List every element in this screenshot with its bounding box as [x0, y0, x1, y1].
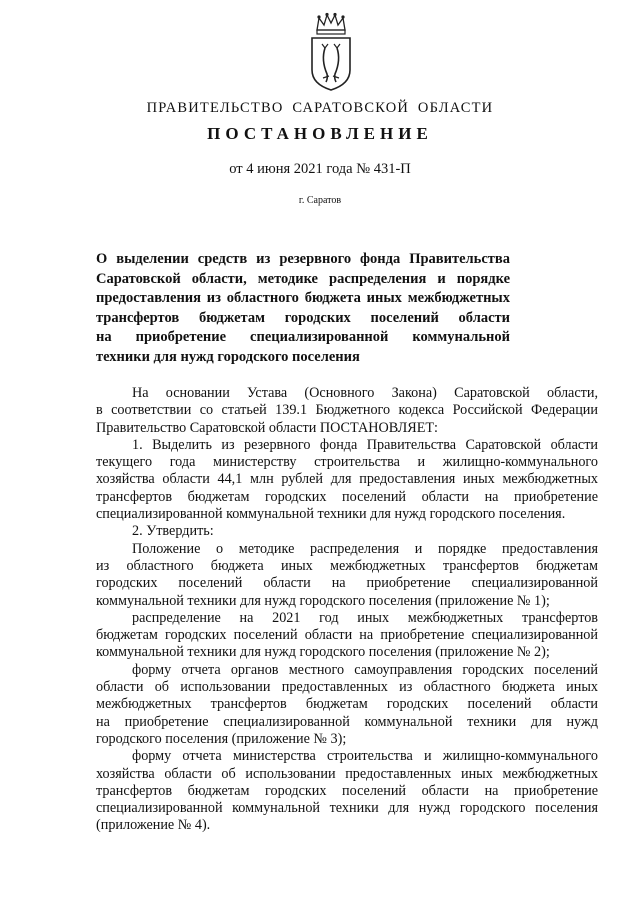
document-type: ПОСТАНОВЛЕНИЕ: [207, 124, 433, 143]
body-line: текущего года министерству строительства и жилищно-коммунального: [96, 454, 598, 471]
body-line: распределение на 2021 год иных межбюджетных трансфертов: [132, 609, 598, 626]
document-city: г. Саратов: [298, 195, 342, 206]
subject-line: техники для нужд городского поселения: [96, 348, 360, 365]
body-line: хозяйства области об использовании предоставленных иных межбюджетных: [96, 765, 598, 782]
body-line: специализированной коммунальной техники для нужд городского поселения.: [96, 506, 566, 523]
body-line: трансфертов бюджетам городских поселений области на приобретение: [96, 782, 598, 799]
subject-line: Саратовской области, методике распределения и порядке: [96, 270, 510, 287]
body-line: городских поселений области на приобретение специализированной: [96, 575, 598, 592]
body-line: форму отчета органов местного самоуправления городских поселений: [132, 661, 598, 678]
subject-line: на приобретение специализированной коммунальной: [96, 329, 510, 345]
saratov-oblast-coat-of-arms-icon: [307, 12, 355, 92]
body-line: хозяйства области 44,1 млн рублей для предоставления иных межбюджетных: [96, 471, 598, 488]
document-date: от 4 июня 2021 года № 431-П: [229, 161, 411, 177]
body-line: из областного бюджета иных межбюджетных трансфертов бюджетам: [96, 557, 598, 574]
subject-line: предоставления из областного бюджета иных межбюджетных: [96, 290, 510, 306]
body-line: 1. Выделить из резервного фонда Правительства Саратовской области: [132, 436, 598, 453]
body-line: На основании Устава (Основного Закона) Саратовской области,: [132, 385, 598, 401]
body-line: области об использовании предоставленных из областного бюджета иных: [96, 679, 598, 696]
subject-line: О выделении средств из резервного фонда Правительства: [96, 251, 510, 267]
body-line: (приложение № 4).: [96, 817, 211, 834]
body-line: Положение о методике распределения и порядке предоставления: [132, 540, 598, 557]
body-line: форму отчета министерства строительства и жилищно-коммунального: [132, 748, 598, 765]
body-line: Правительство Саратовской области ПОСТАНОВЛЯЕТ:: [96, 419, 439, 436]
body-line: специализированной коммунальной техники для нужд городского поселения: [96, 800, 598, 817]
body-line: коммунальной техники для нужд городского поселения (приложение № 2);: [96, 644, 550, 661]
body-line: городского поселения (приложение № 3);: [96, 730, 347, 747]
body-line: трансфертов бюджетам городских поселений области на приобретение: [96, 488, 598, 505]
body-line: в соответствии со статьей 139.1 Бюджетного кодекса Российской Федерации: [96, 402, 598, 419]
body-line: бюджетам городских поселений области на приобретение специализированной: [96, 627, 598, 644]
subject-line: трансфертов бюджетам городских поселений области: [96, 309, 510, 326]
document-subject: [96, 250, 510, 367]
document-body: [96, 385, 598, 835]
body-line: на приобретение специализированной коммунальной техники для нужд: [96, 713, 598, 730]
body-line: 2. Утвердить:: [132, 523, 214, 540]
body-line: коммунальной техники для нужд городского поселения (приложение № 1);: [96, 592, 550, 609]
body-line: межбюджетных трансфертов бюджетам городских поселений области: [96, 696, 598, 713]
government-title: ПРАВИТЕЛЬСТВО САРАТОВСКОЙ ОБЛАСТИ: [146, 100, 494, 116]
